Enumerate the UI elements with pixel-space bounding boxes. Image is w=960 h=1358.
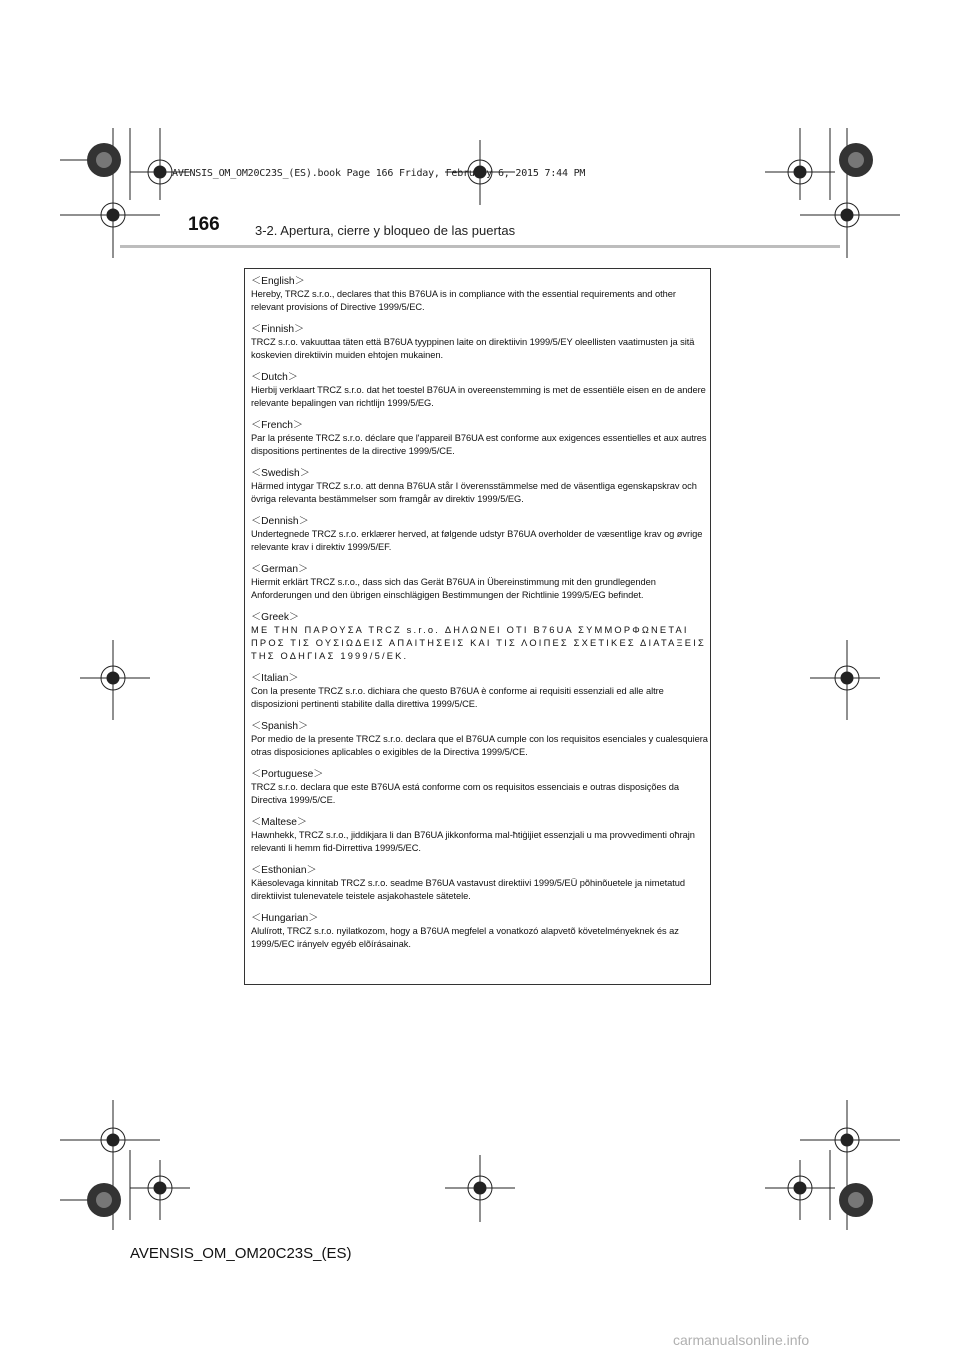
book-file-stamp: AVENSIS_OM_OM20C23S_(ES).book Page 166 Friday, February 6, 2015 7:44 PM <box>172 168 586 179</box>
declaration-greek <box>251 611 710 663</box>
site-watermark: carmanualsonline.info <box>673 1332 810 1348</box>
declarations-box <box>244 268 711 985</box>
declaration-english <box>251 275 710 314</box>
declaration-text: Par la présente TRCZ s.r.o. déclare que l'appareil B76UA est conforme aux exigences essentielles et aux autres dispositions pertinentes de la directive 1999/5/CE. <box>251 433 707 456</box>
declaration-text: Undertegnede TRCZ s.r.o. erklærer herved, at følgende udstyr B76UA overholder de væsentlige krav og øvrige relevante krav i direktiv 1999/5/EF. <box>251 529 703 552</box>
declaration-text: Por medio de la presente TRCZ s.r.o. declara que el B76UA cumple con los requisitos esenciales y cualesquiera otras disposiciones aplicables o exigibles de la Directiva 1999/5/CE. <box>251 734 708 757</box>
declaration-swedish <box>251 467 710 506</box>
declaration-text: Hiermit erklärt TRCZ s.r.o., dass sich das Gerät B76UA in Übereinstimmung mit den grundlegenden Anforderungen und den übrigen einschlägigen Bestimmungen der Richtlinie 1999/5/EG befindet. <box>251 577 656 600</box>
declaration-label: ＜Spanish＞ <box>251 721 309 732</box>
declaration-text: TRCZ s.r.o. declara que este B76UA está conforme com os requisitos essenciais e outras disposições da Directiva 1999/5/CE. <box>251 782 679 805</box>
section-title: 3-2. Apertura, cierre y bloqueo de las puertas <box>255 223 516 238</box>
declaration-label: ＜Portuguese＞ <box>251 769 324 780</box>
declaration-hungarian <box>251 912 710 951</box>
declaration-maltese <box>251 816 710 855</box>
declaration-text: Alulírott, TRCZ s.r.o. nyilatkozom, hogy a B76UA megfelel a vonatkozó alapvetõ követelményeknek és az 1999/5/EC irányelv egyéb elõírásainak. <box>251 926 679 949</box>
declaration-danish <box>251 515 710 554</box>
declaration-text: Hawnhekk, TRCZ s.r.o., jiddikjara li dan B76UA jikkonforma mal-ħtiġijiet essenzjali u ma provvedimenti oħrajn relevanti li hemm fid-Dirrettiva 1999/5/EC. <box>251 830 695 853</box>
declaration-portuguese <box>251 768 710 807</box>
declaration-label: ＜Italian＞ <box>251 673 299 684</box>
declaration-label: ＜Greek＞ <box>251 612 300 623</box>
declaration-text: Hereby, TRCZ s.r.o., declares that this B76UA is in compliance with the essential requirements and other relevant provisions of Directive 1999/5/EC. <box>251 289 676 312</box>
declaration-text: Hierbij verklaart TRCZ s.r.o. dat het toestel B76UA in overeenstemming is met de essentiële eisen en de andere relevante bepalingen van richtlijn 1999/5/EG. <box>251 385 706 408</box>
declaration-french <box>251 419 710 458</box>
declaration-text: ΜΕ ΤΗΝ ΠΑΡΟΥΣΑ TRCZ s.r.o. ΔΗΛΩΝΕΙ ΟΤΙ B76UA ΣΥΜΜΟΡΦΩΝΕΤΑΙ ΠΡΟΣ ΤΙΣ ΟΥΣΙΩΔΕΙΣ ΑΠΑΙΤΗΣΕΙΣ ΚΑΙ ΤΙΣ ΛΟΙΠΕΣ ΣΧΕΤΙΚΕΣ ΔΙΑΤΑΞΕΙΣ ΤΗΣ ΟΔΗΓΙΑΣ 1999/5/EK. <box>251 625 706 661</box>
declaration-label: ＜Dennish＞ <box>251 516 309 527</box>
manual-code: AVENSIS_OM_OM20C23S_(ES) <box>130 1245 352 1262</box>
declaration-label: ＜Swedish＞ <box>251 468 310 479</box>
declaration-text: Käesolevaga kinnitab TRCZ s.r.o. seadme B76UA vastavust direktiivi 1999/5/EÜ põhinõuetele ja nimetatud direktiivist tulenevatele teistele asjakohastele sätetele. <box>251 878 685 901</box>
declaration-text: Con la presente TRCZ s.r.o. dichiara che questo B76UA è conforme ai requisiti essenziali ed alle altre disposizioni pertinenti stabilite dalla direttiva 1999/5/CE. <box>251 686 664 709</box>
declaration-label: ＜German＞ <box>251 564 309 575</box>
declaration-finnish <box>251 323 710 362</box>
declaration-spanish <box>251 720 710 759</box>
declaration-label: ＜French＞ <box>251 420 304 431</box>
declaration-label: ＜Finnish＞ <box>251 324 305 335</box>
declaration-label: ＜Maltese＞ <box>251 817 308 828</box>
header-rule <box>120 245 840 248</box>
declaration-label: ＜Hungarian＞ <box>251 913 319 924</box>
declaration-estonian <box>251 864 710 903</box>
declaration-italian <box>251 672 710 711</box>
declaration-dutch <box>251 371 710 410</box>
page-number: 166 <box>188 214 220 235</box>
declaration-text: TRCZ s.r.o. vakuuttaa täten että B76UA tyyppinen laite on direktiivin 1999/5/EY oleellisten vaatimusten ja sitä koskevien direktiivin muiden ehtojen mukainen. <box>251 337 695 360</box>
declaration-label: ＜Esthonian＞ <box>251 865 317 876</box>
declaration-text: Härmed intygar TRCZ s.r.o. att denna B76UA står I överensstämmelse med de väsentliga egenskapskrav och övriga relevanta bestämmelser som framgår av direktiv 1999/5/EG. <box>251 481 697 504</box>
declaration-label: ＜Dutch＞ <box>251 372 298 383</box>
declaration-label: ＜English＞ <box>251 276 305 287</box>
declaration-german <box>251 563 710 602</box>
